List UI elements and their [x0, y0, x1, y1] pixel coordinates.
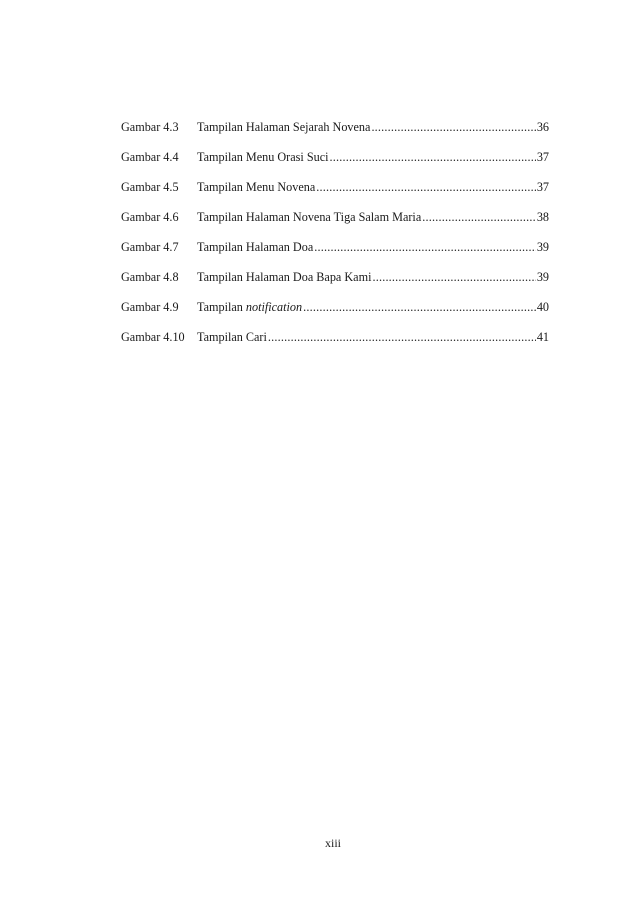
figure-page-number: 39 [536, 240, 549, 254]
toc-entry[interactable] [121, 270, 549, 300]
figure-title [197, 180, 315, 194]
dot-leader [316, 180, 536, 194]
figure-title-text: Tampilan Halaman Sejarah Novena [197, 120, 371, 134]
figure-title [197, 270, 371, 284]
figure-page-number: 37 [536, 150, 549, 164]
figure-title-text: Tampilan [197, 300, 246, 314]
toc-entry[interactable] [121, 330, 549, 360]
figure-number: Gambar 4.5 [121, 180, 179, 194]
dot-leader [303, 300, 536, 314]
figure-title-text: Tampilan Halaman Doa Bapa Kami [197, 270, 372, 284]
figure-title [197, 300, 302, 314]
figure-number: Gambar 4.7 [121, 240, 179, 254]
figure-page-number: 37 [536, 180, 549, 194]
figure-number: Gambar 4.4 [121, 150, 179, 164]
dot-leader [422, 210, 536, 224]
toc-entry[interactable] [121, 210, 549, 240]
figure-title-text: Tampilan Menu Orasi Suci [197, 150, 329, 164]
figure-page-number: 40 [536, 300, 549, 314]
figure-title [197, 240, 313, 254]
toc-entry[interactable] [121, 300, 549, 330]
toc-entry[interactable] [121, 150, 549, 180]
figure-page-number: 38 [536, 210, 549, 224]
toc-entry[interactable] [121, 120, 549, 150]
list-of-figures [121, 120, 549, 360]
figure-number: Gambar 4.6 [121, 210, 179, 224]
toc-entry[interactable] [121, 180, 549, 210]
figure-title-text: Tampilan Menu Novena [197, 180, 316, 194]
dot-leader [330, 150, 536, 164]
dot-leader [371, 120, 535, 134]
dot-leader [314, 240, 536, 254]
figure-title [197, 150, 329, 164]
figure-page-number: 39 [536, 270, 549, 284]
dot-leader [268, 330, 536, 344]
figure-number: Gambar 4.8 [121, 270, 179, 284]
figure-title [197, 330, 267, 344]
dot-leader [372, 270, 535, 284]
figure-number: Gambar 4.9 [121, 300, 179, 314]
figure-title-text: Tampilan Cari [197, 330, 267, 344]
figure-title [197, 210, 421, 224]
figure-page-number: 41 [536, 330, 549, 344]
figure-number: Gambar 4.10 [121, 330, 185, 344]
figure-number: Gambar 4.3 [121, 120, 179, 134]
page-number: xiii [324, 836, 341, 850]
figure-title-text: Tampilan Halaman Doa [197, 240, 314, 254]
figure-title [197, 120, 370, 134]
toc-entry[interactable] [121, 240, 549, 270]
figure-title-italic: notification [245, 300, 303, 314]
figure-page-number: 36 [536, 120, 549, 134]
figure-title-text: Tampilan Halaman Novena Tiga Salam Maria [197, 210, 422, 224]
